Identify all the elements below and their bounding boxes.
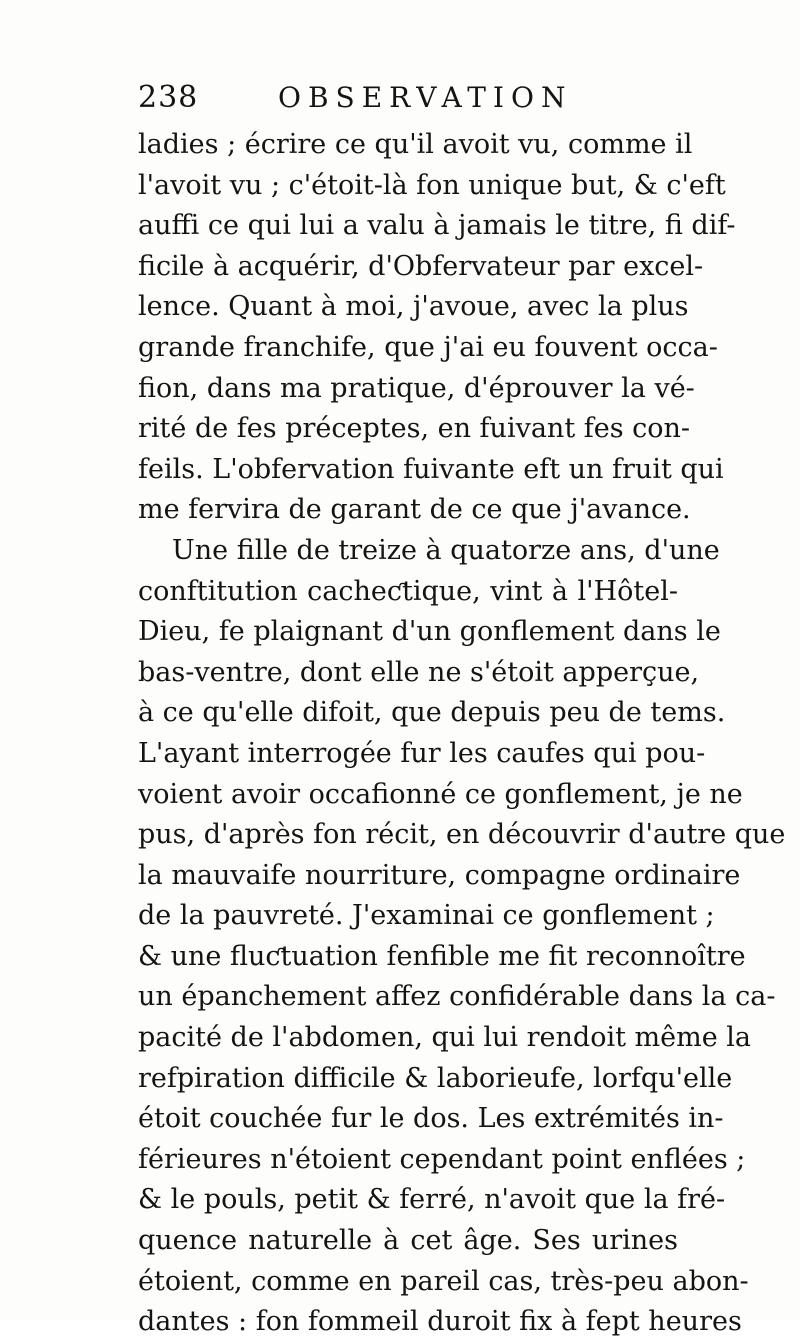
text-line: & une fluƈtuation fenfible me fit reconnoître bbox=[138, 940, 746, 972]
text-line: rité de fes préceptes, en fuivant fes con- bbox=[138, 413, 691, 445]
text-line: à ce qu'elle difoit, que depuis peu de tems. bbox=[138, 697, 726, 729]
text-line: la mauvaife nourriture, compagne ordinaire bbox=[138, 859, 741, 891]
text-line: Une fille de treize à quatorze ans, d'une bbox=[172, 534, 720, 566]
text-line: ficile à acquérir, d'Obfervateur par excel- bbox=[138, 250, 704, 282]
text-line: & le pouls, petit & ferré, n'avoit que la fré- bbox=[138, 1184, 726, 1216]
text-line: auffi ce qui lui a valu à jamais le titre, fi dif- bbox=[138, 210, 736, 242]
text-line: pacité de l'abdomen, qui lui rendoit même la bbox=[138, 1022, 751, 1054]
text-line: férieures n'étoient cependant point enflées ; bbox=[138, 1143, 746, 1175]
paragraph-observation bbox=[138, 531, 786, 1343]
text-line: étoient, comme en pareil cas, très-peu abon- bbox=[138, 1265, 749, 1297]
text-line: un épanchement affez confidérable dans la ca- bbox=[138, 981, 776, 1013]
text-line: dantes : fon fommeil duroit fix à fept heures bbox=[138, 1306, 742, 1338]
text-line: lence. Quant à moi, j'avoue, avec la plus bbox=[138, 291, 689, 323]
text-line: l'avoit vu ; c'étoit-là fon unique but, & c'eft bbox=[138, 169, 726, 201]
text-line: me fervira de garant de ce que j'avance. bbox=[138, 494, 691, 526]
page-number: 238 bbox=[138, 80, 199, 115]
text-line: fion, dans ma pratique, d'éprouver la vé- bbox=[138, 372, 695, 404]
text-line: quence naturelle à cet âge. Ses urines bbox=[138, 1225, 678, 1257]
text-line: conftitution cacheƈtique, vint à l'Hôtel- bbox=[138, 575, 678, 607]
text-line: L'ayant interrogée fur les caufes qui pou- bbox=[138, 737, 706, 769]
text-line: refpiration difficile & laborieufe, lorfqu'elle bbox=[138, 1062, 733, 1094]
page-header bbox=[138, 78, 678, 118]
text-line: pus, d'après fon récit, en découvrir d'autre que bbox=[138, 819, 786, 851]
text-line: bas-ventre, dont elle ne s'étoit apperçue, bbox=[138, 656, 700, 688]
text-line: voient avoir occafionné ce gonflement, je ne bbox=[138, 778, 743, 810]
text-line: grande franchife, que j'ai eu fouvent occa- bbox=[138, 331, 718, 363]
text-line: étoit couchée fur le dos. Les extrémités in- bbox=[138, 1103, 724, 1135]
body-text bbox=[138, 125, 786, 1343]
text-line: de la pauvreté. J'examinai ce gonflement ; bbox=[138, 900, 715, 932]
text-line: Dieu, fe plaignant d'un gonflement dans le bbox=[138, 616, 721, 648]
text-line: ladies ; écrire ce qu'il avoit vu, comme il bbox=[138, 129, 693, 160]
paragraph-continued bbox=[138, 125, 736, 531]
running-head: OBSERVATION bbox=[278, 81, 573, 114]
text-line: feils. L'obfervation fuivante eft un fruit qui bbox=[138, 453, 724, 485]
